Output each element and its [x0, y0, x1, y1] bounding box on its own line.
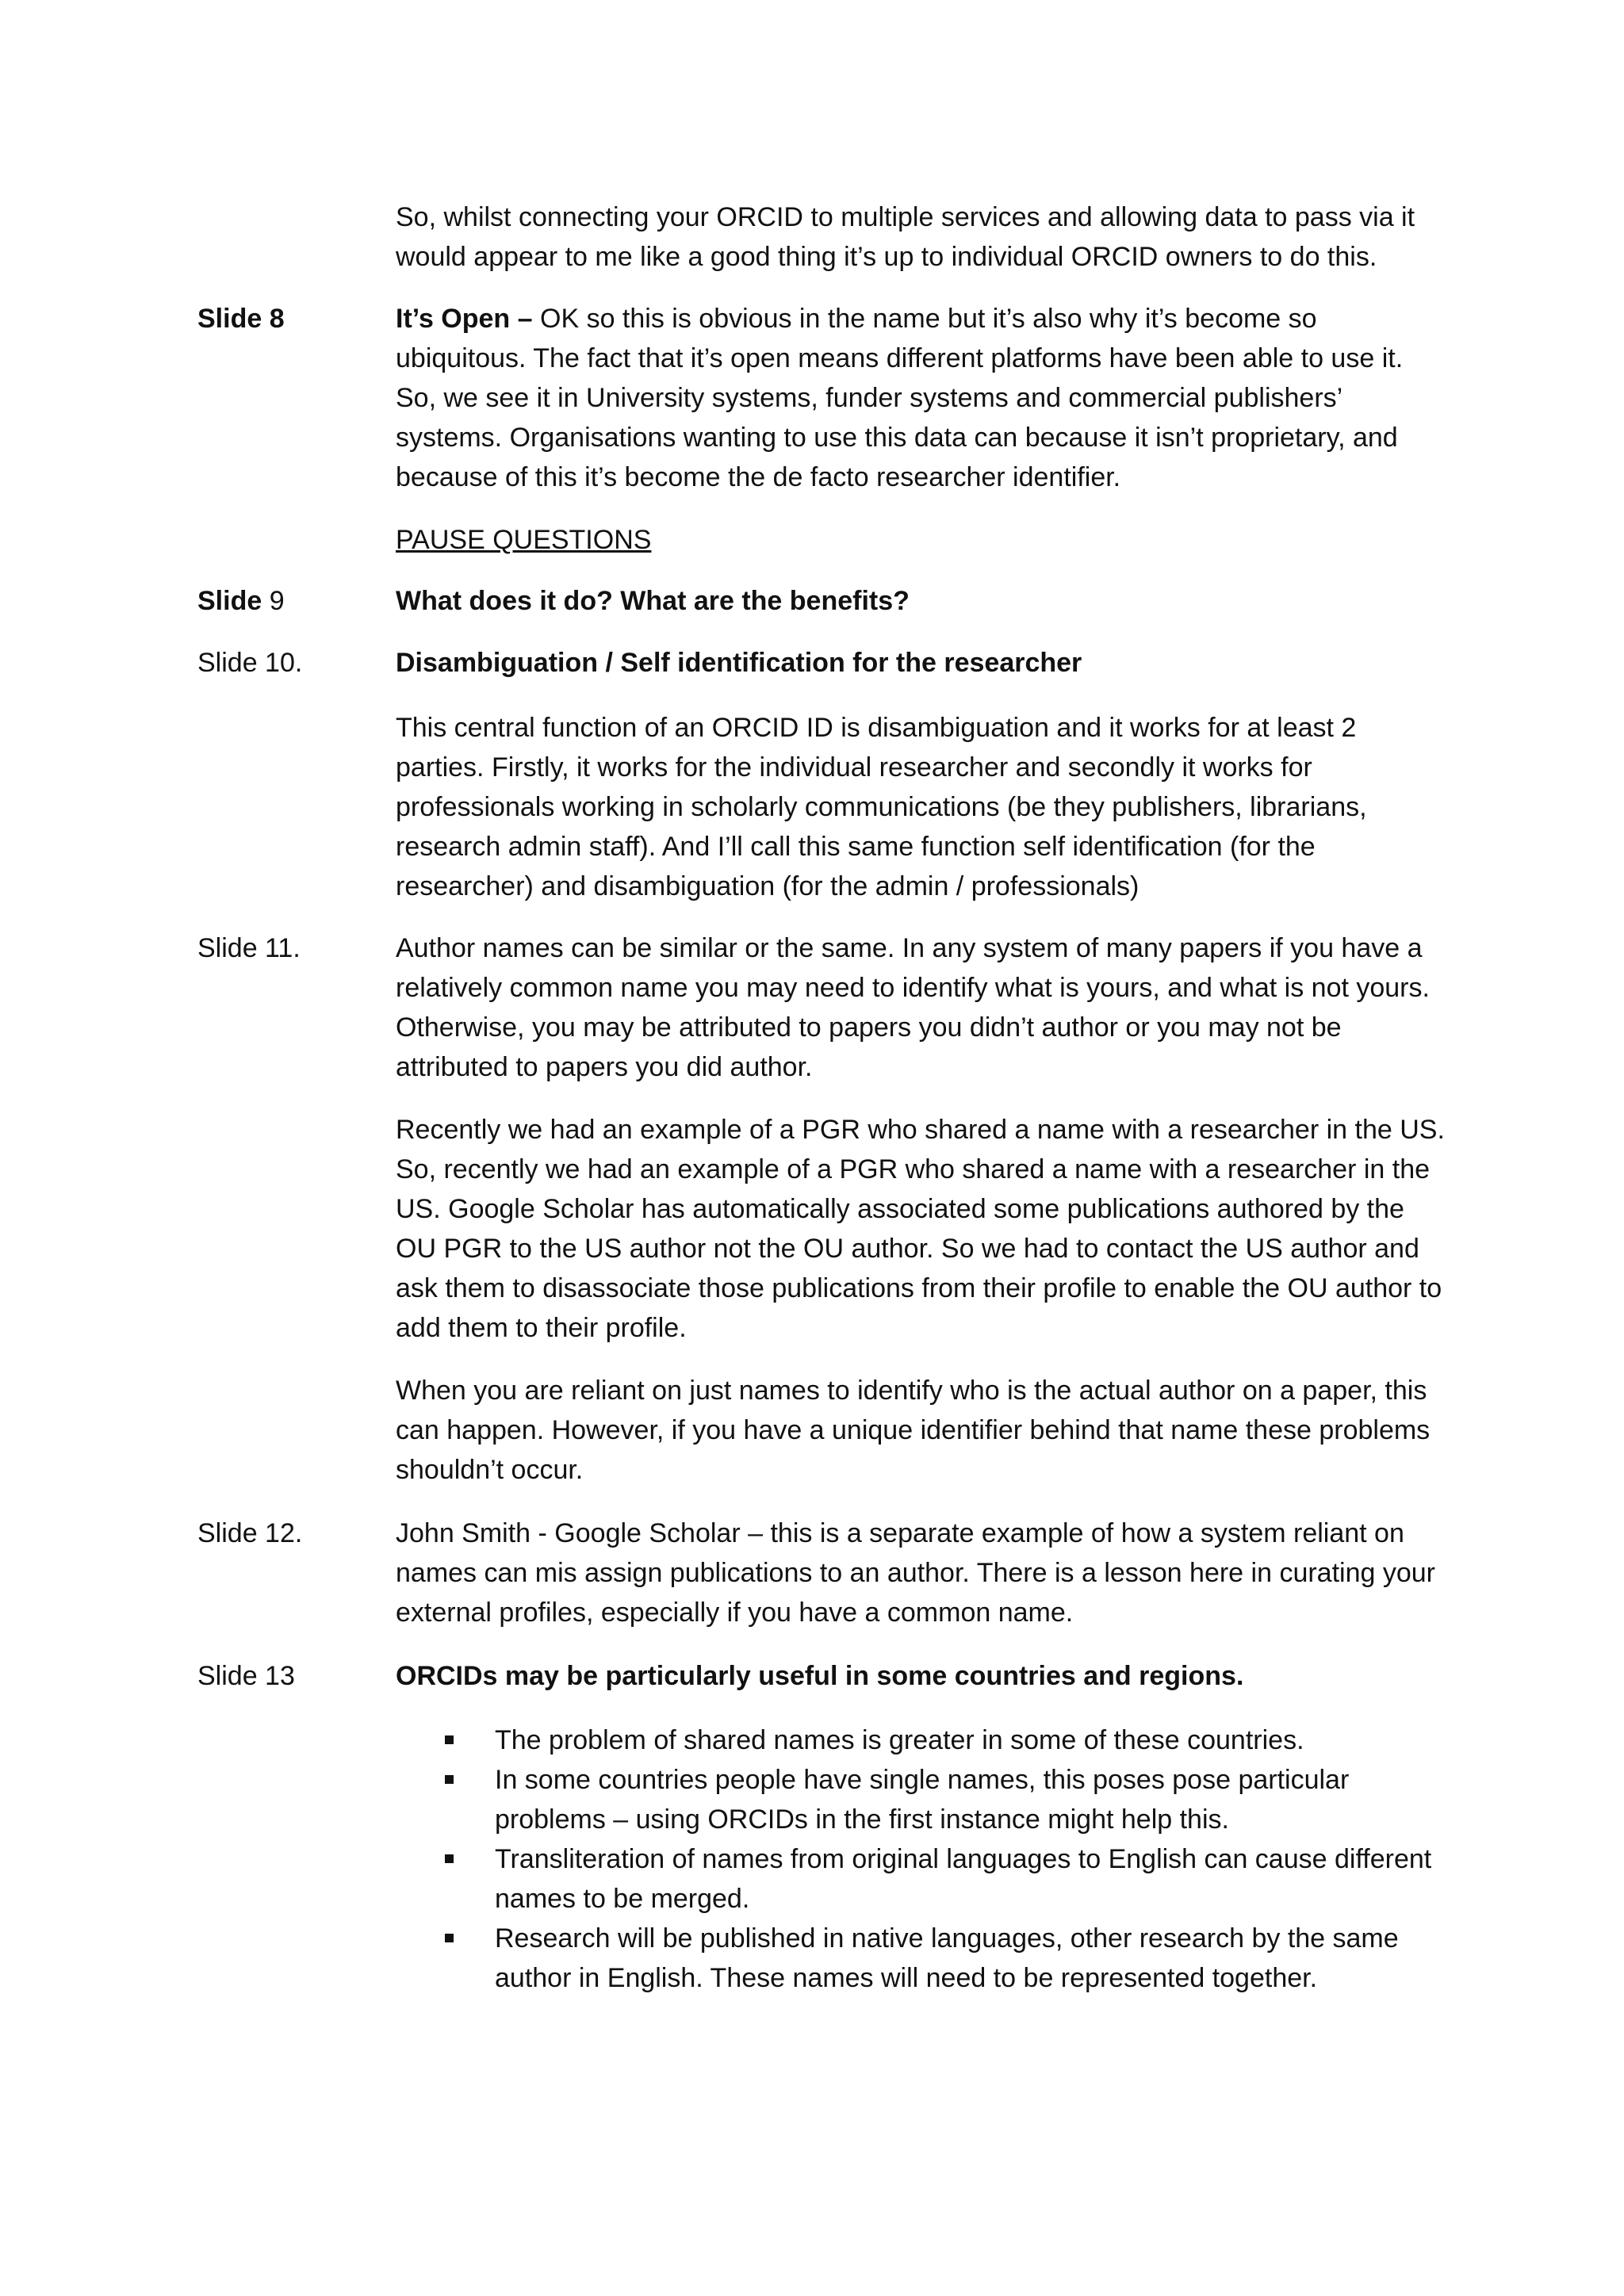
- slide-label-10: Slide 10.: [197, 648, 303, 678]
- bullet-square-icon: [445, 1775, 454, 1784]
- slide-9-heading: What does it do? What are the benefits?: [396, 586, 910, 616]
- bullet-square-icon: [445, 1934, 454, 1942]
- list-item-text: In some countries people have single names, this poses pose particular problems – using ORCIDs in the first instance might help this.: [495, 1765, 1350, 1835]
- list-item: [396, 1760, 1450, 1839]
- slide-10-paragraph: This central function of an ORCID ID is disambiguation and it works for at least 2 parties. Firstly, it works for the individual researcher and secondly it works for professionals working in scholarly communications (be they publishers, librarians, research admin staff). And I’ll call this same function self identification (for the researcher) and disambiguation (for the admin / professionals): [396, 713, 1367, 901]
- slide-11-paragraph-2: Recently we had an example of a PGR who shared a name with a researcher in the US. So, recently we had an example of a PGR who shared a name with a researcher in the US. Google Scholar has automatically associated some publications authored by the OU PGR to the US author not the OU author. So we had to contact the US author and ask them to disassociate those publications from their profile to enable the OU author to add them to their profile.: [396, 1115, 1445, 1343]
- list-item: [396, 1720, 1450, 1760]
- list-item: [396, 1839, 1450, 1919]
- slide-label-8: Slide 8: [197, 304, 285, 334]
- list-item-text: Research will be published in native languages, other research by the same author in English. These names will need to be represented together.: [495, 1923, 1399, 1993]
- slide-11-paragraph-3: When you are reliant on just names to identify who is the actual author on a paper, this can happen. However, if you have a unique identifier behind that name these problems shouldn’t occur.: [396, 1376, 1431, 1485]
- paragraph-orcid-connecting: So, whilst connecting your ORCID to multiple services and allowing data to pass via it would appear to me like a good thing it’s up to individual ORCID owners to do this.: [396, 202, 1415, 272]
- slide-label-12: Slide 12.: [197, 1518, 303, 1548]
- list-item-text: Transliteration of names from original languages to English can cause different names to be merged.: [495, 1844, 1432, 1914]
- bullet-square-icon: [445, 1854, 454, 1863]
- slide-label-9-word: Slide: [197, 586, 262, 616]
- slide-label-9: [197, 581, 285, 621]
- slide-label-9-number: 9: [262, 586, 285, 616]
- bullet-square-icon: [445, 1735, 454, 1744]
- slide-8-text: OK so this is obvious in the name but it’s also why it’s become so ubiquitous. The fact that it’s open means different platforms have been able to use it. So, we see it in University systems, funder systems and commercial publishers’ systems. Organisations wanting to use this data can because it isn’t proprietary, and because of this it’s become the de facto researcher identifier.: [396, 304, 1404, 492]
- slide-13-bullet-list: [396, 1720, 1450, 1998]
- slide-8-paragraph: [396, 299, 1450, 497]
- slide-12-paragraph: John Smith - Google Scholar – this is a separate example of how a system reliant on names can mis assign publications to an author. There is a lesson here in curating your external profiles, especially if you have a common name.: [396, 1518, 1435, 1628]
- slide-8-lead: It’s Open –: [396, 304, 533, 334]
- slide-13-heading: ORCIDs may be particularly useful in some countries and regions.: [396, 1661, 1244, 1691]
- list-item-text: The problem of shared names is greater in some of these countries.: [495, 1725, 1304, 1755]
- slide-11-paragraph-1: Author names can be similar or the same. In any system of many papers if you have a relatively common name you may need to identify what is yours, and what is not yours. Otherwise, you may be attributed to papers you didn’t author or you may not be attributed to papers you did author.: [396, 933, 1430, 1082]
- slide-10-heading: Disambiguation / Self identification for the researcher: [396, 648, 1082, 678]
- pause-questions: PAUSE QUESTIONS: [396, 525, 652, 555]
- slide-label-13: Slide 13: [197, 1661, 295, 1691]
- list-item: [396, 1919, 1450, 1998]
- slide-label-11: Slide 11.: [197, 933, 301, 963]
